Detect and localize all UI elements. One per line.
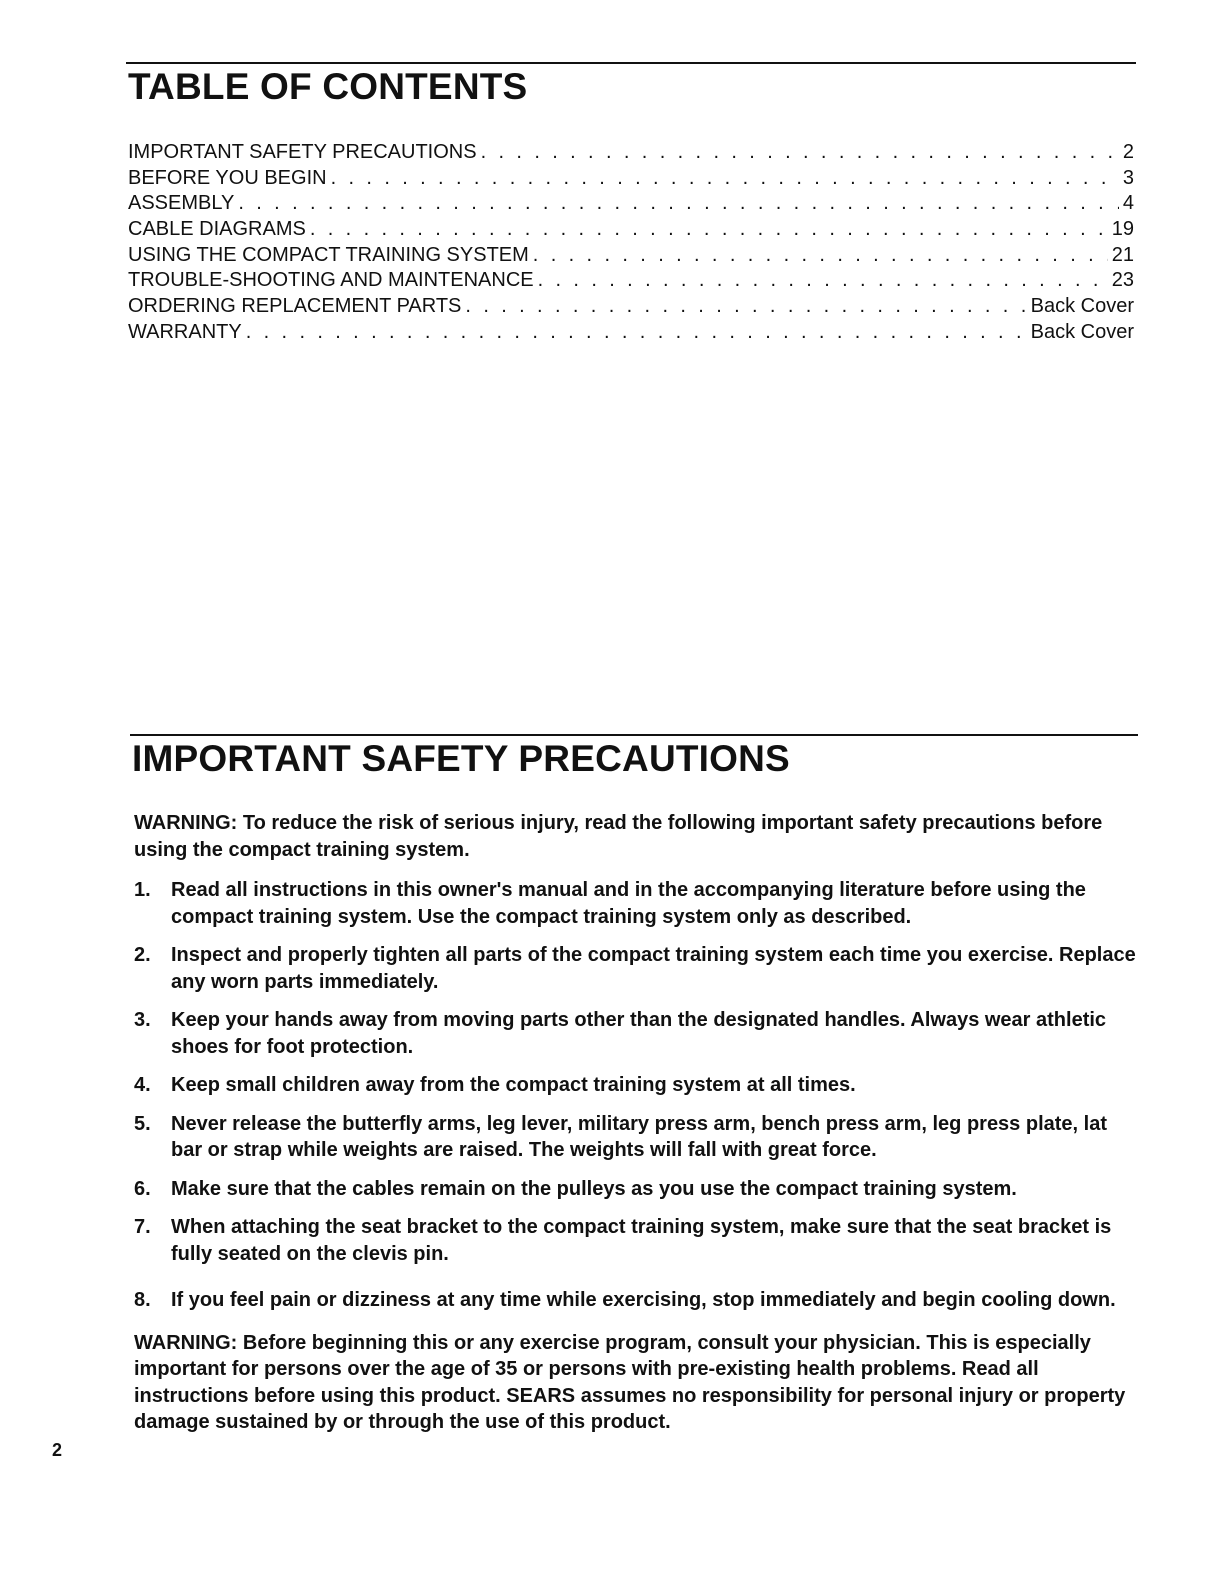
list-item [134, 942, 1140, 995]
warning-final: WARNING: Before beginning this or any exercise program, consult your physician. This is especially important for persons over the age of 35 or persons with pre-existing health problems. Read all instructions before using this product. SEARS assumes no responsibility for personal injury or property damage sustained by or through the use of this product. [134, 1331, 1126, 1433]
warning-intro: WARNING: To reduce the risk of serious injury, read the following important safety precautions before using the compact training system. [134, 812, 1103, 861]
toc-entry-page: 2 [1122, 141, 1134, 163]
toc-entry-page: 4 [1122, 192, 1134, 215]
toc-entry-label: TROUBLE-SHOOTING AND MAINTENANCE [128, 269, 534, 292]
item-text: Make sure that the cables remain on the pulleys as you use the compact training system. [171, 1177, 1017, 1200]
safety-title: IMPORTANT SAFETY PRECAUTIONS [132, 738, 790, 779]
toc-entry[interactable] [128, 243, 1134, 269]
toc-entry-page: 19 [1111, 218, 1134, 241]
list-item [134, 1111, 1140, 1164]
toc-entry-label: IMPORTANT SAFETY PRECAUTIONS [128, 141, 477, 163]
toc-entry-label: CABLE DIAGRAMS [128, 218, 306, 241]
toc-leader-dots [481, 140, 1119, 166]
toc-entry-page: 23 [1111, 269, 1134, 292]
toc-entry-label: BEFORE YOU BEGIN [128, 166, 327, 189]
list-item [134, 1176, 1140, 1203]
item-number: 4. [134, 1074, 151, 1096]
list-item [134, 877, 1140, 930]
item-text: Never release the butterfly arms, leg lever, military press arm, bench press arm, leg press plate, lat bar or strap while weights are raised. The weights will fall with great force. [171, 1112, 1107, 1161]
toc-entry[interactable] [128, 268, 1134, 294]
toc-leader-dots [533, 243, 1108, 269]
toc-entry-label: USING THE COMPACT TRAINING SYSTEM [128, 243, 529, 266]
item-text: When attaching the seat bracket to the compact training system, make sure that the seat bracket is fully seated on the clevis pin. [171, 1216, 1112, 1265]
item-number: 6. [134, 1177, 151, 1200]
toc-entry[interactable] [128, 320, 1134, 346]
toc-entry-page: 3 [1122, 166, 1134, 189]
toc-entry[interactable] [128, 217, 1134, 243]
safety-top-rule [130, 734, 1138, 736]
toc-leader-dots [331, 166, 1119, 192]
item-text: Inspect and properly tighten all parts of the compact training system each time you exercise. Replace any worn parts immediately. [171, 944, 1136, 993]
toc-entry[interactable] [128, 166, 1134, 192]
table-of-contents [128, 140, 1134, 346]
item-text: Read all instructions in this owner's manual and in the accompanying literature before using the compact training system. Use the compact training system only as described. [171, 879, 1086, 928]
item-number: 2. [134, 944, 151, 966]
toc-leader-dots [310, 217, 1108, 243]
toc-entry-page: 21 [1111, 243, 1134, 266]
list-item [134, 1214, 1140, 1267]
precautions-list [134, 877, 1140, 1314]
toc-entry-page: Back Cover [1030, 295, 1134, 318]
toc-entry[interactable] [128, 140, 1134, 166]
item-number: 8. [134, 1289, 151, 1311]
toc-entry-label: ASSEMBLY [128, 192, 235, 215]
toc-title: TABLE OF CONTENTS [128, 66, 528, 107]
list-item [134, 1072, 1140, 1099]
list-item [134, 1287, 1140, 1314]
toc-entry-page: Back Cover [1030, 320, 1134, 343]
toc-entry[interactable] [128, 294, 1134, 320]
toc-entry-label: ORDERING REPLACEMENT PARTS [128, 295, 462, 318]
list-item [134, 1007, 1140, 1060]
item-number: 3. [134, 1009, 151, 1031]
page-number: 2 [52, 1440, 63, 1460]
item-text: Keep small children away from the compact training system at all times. [171, 1074, 856, 1096]
toc-leader-dots [246, 320, 1027, 346]
item-number: 5. [134, 1112, 151, 1135]
safety-section [134, 810, 1140, 1436]
toc-leader-dots [238, 191, 1119, 217]
toc-leader-dots [538, 268, 1108, 294]
toc-leader-dots [465, 294, 1026, 320]
toc-entry[interactable] [128, 191, 1134, 217]
item-number: 7. [134, 1216, 151, 1238]
toc-entry-label: WARRANTY [128, 320, 242, 343]
toc-top-rule [126, 62, 1136, 64]
item-text: Keep your hands away from moving parts other than the designated handles. Always wear athletic shoes for foot protection. [171, 1009, 1107, 1058]
item-text: If you feel pain or dizziness at any time while exercising, stop immediately and begin cooling down. [171, 1289, 1116, 1311]
item-number: 1. [134, 879, 151, 901]
